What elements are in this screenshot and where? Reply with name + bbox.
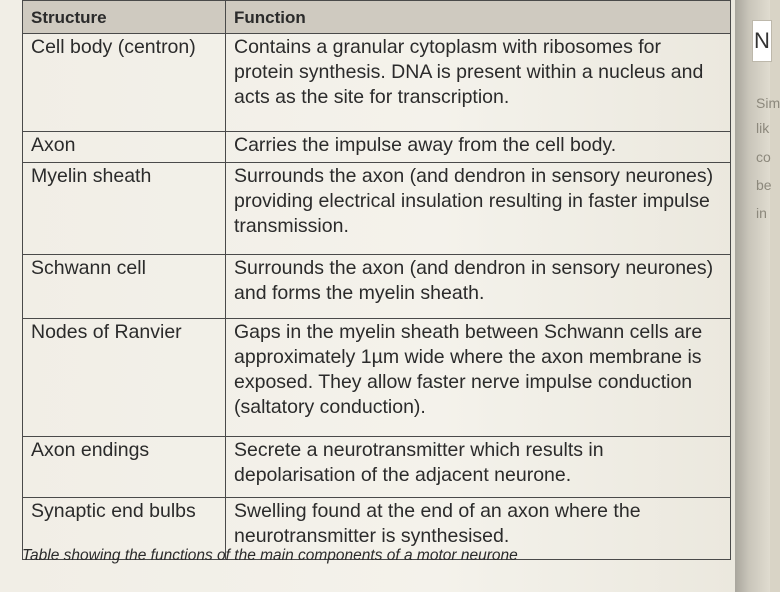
- function-cell: Swelling found at the end of an axon where the neurotransmitter is synthesised.: [226, 498, 731, 560]
- function-cell: Carries the impulse away from the cell body.: [226, 132, 731, 163]
- table-row: [23, 34, 731, 132]
- column-header-structure: Structure: [23, 1, 226, 34]
- function-cell: Contains a granular cytoplasm with ribosomes for protein synthesis. DNA is present within a nucleus and acts as the site for transcription.: [226, 34, 731, 132]
- function-cell: Surrounds the axon (and dendron in sensory neurones) and forms the myelin sheath.: [226, 255, 731, 319]
- table-header-row: [23, 1, 731, 34]
- neurone-structure-table: [22, 0, 731, 560]
- structure-cell: Cell body (centron): [23, 34, 226, 132]
- structure-cell: Synaptic end bulbs: [23, 498, 226, 560]
- adjacent-page-heading-box: N: [752, 20, 772, 62]
- adjacent-page-fragment: co: [756, 149, 771, 165]
- table-row: [23, 163, 731, 255]
- adjacent-page-edge: [735, 0, 770, 592]
- function-cell: Secrete a neurotransmitter which results in depolarisation of the adjacent neurone.: [226, 437, 731, 498]
- table-row: [23, 132, 731, 163]
- structure-cell: Schwann cell: [23, 255, 226, 319]
- structure-cell: Nodes of Ranvier: [23, 319, 226, 437]
- table-caption: Table showing the functions of the main components of a motor neurone: [22, 547, 518, 564]
- table-row: [23, 437, 731, 498]
- function-cell: Surrounds the axon (and dendron in sensory neurones) providing electrical insulation resulting in faster impulse transmission.: [226, 163, 731, 255]
- adjacent-page-fragment: in: [756, 205, 767, 221]
- table-row: [23, 255, 731, 319]
- adjacent-page-fragment: Sim: [756, 95, 780, 111]
- structure-cell: Myelin sheath: [23, 163, 226, 255]
- column-header-function: Function: [226, 1, 731, 34]
- adjacent-page-fragment: lik: [756, 120, 770, 136]
- structure-cell: Axon: [23, 132, 226, 163]
- structure-cell: Axon endings: [23, 437, 226, 498]
- function-cell: Gaps in the myelin sheath between Schwann cells are approximately 1µm wide where the axon membrane is exposed. They allow faster nerve impulse conduction (saltatory conduction).: [226, 319, 731, 437]
- adjacent-page-fragment: be: [756, 177, 772, 193]
- table-row: [23, 319, 731, 437]
